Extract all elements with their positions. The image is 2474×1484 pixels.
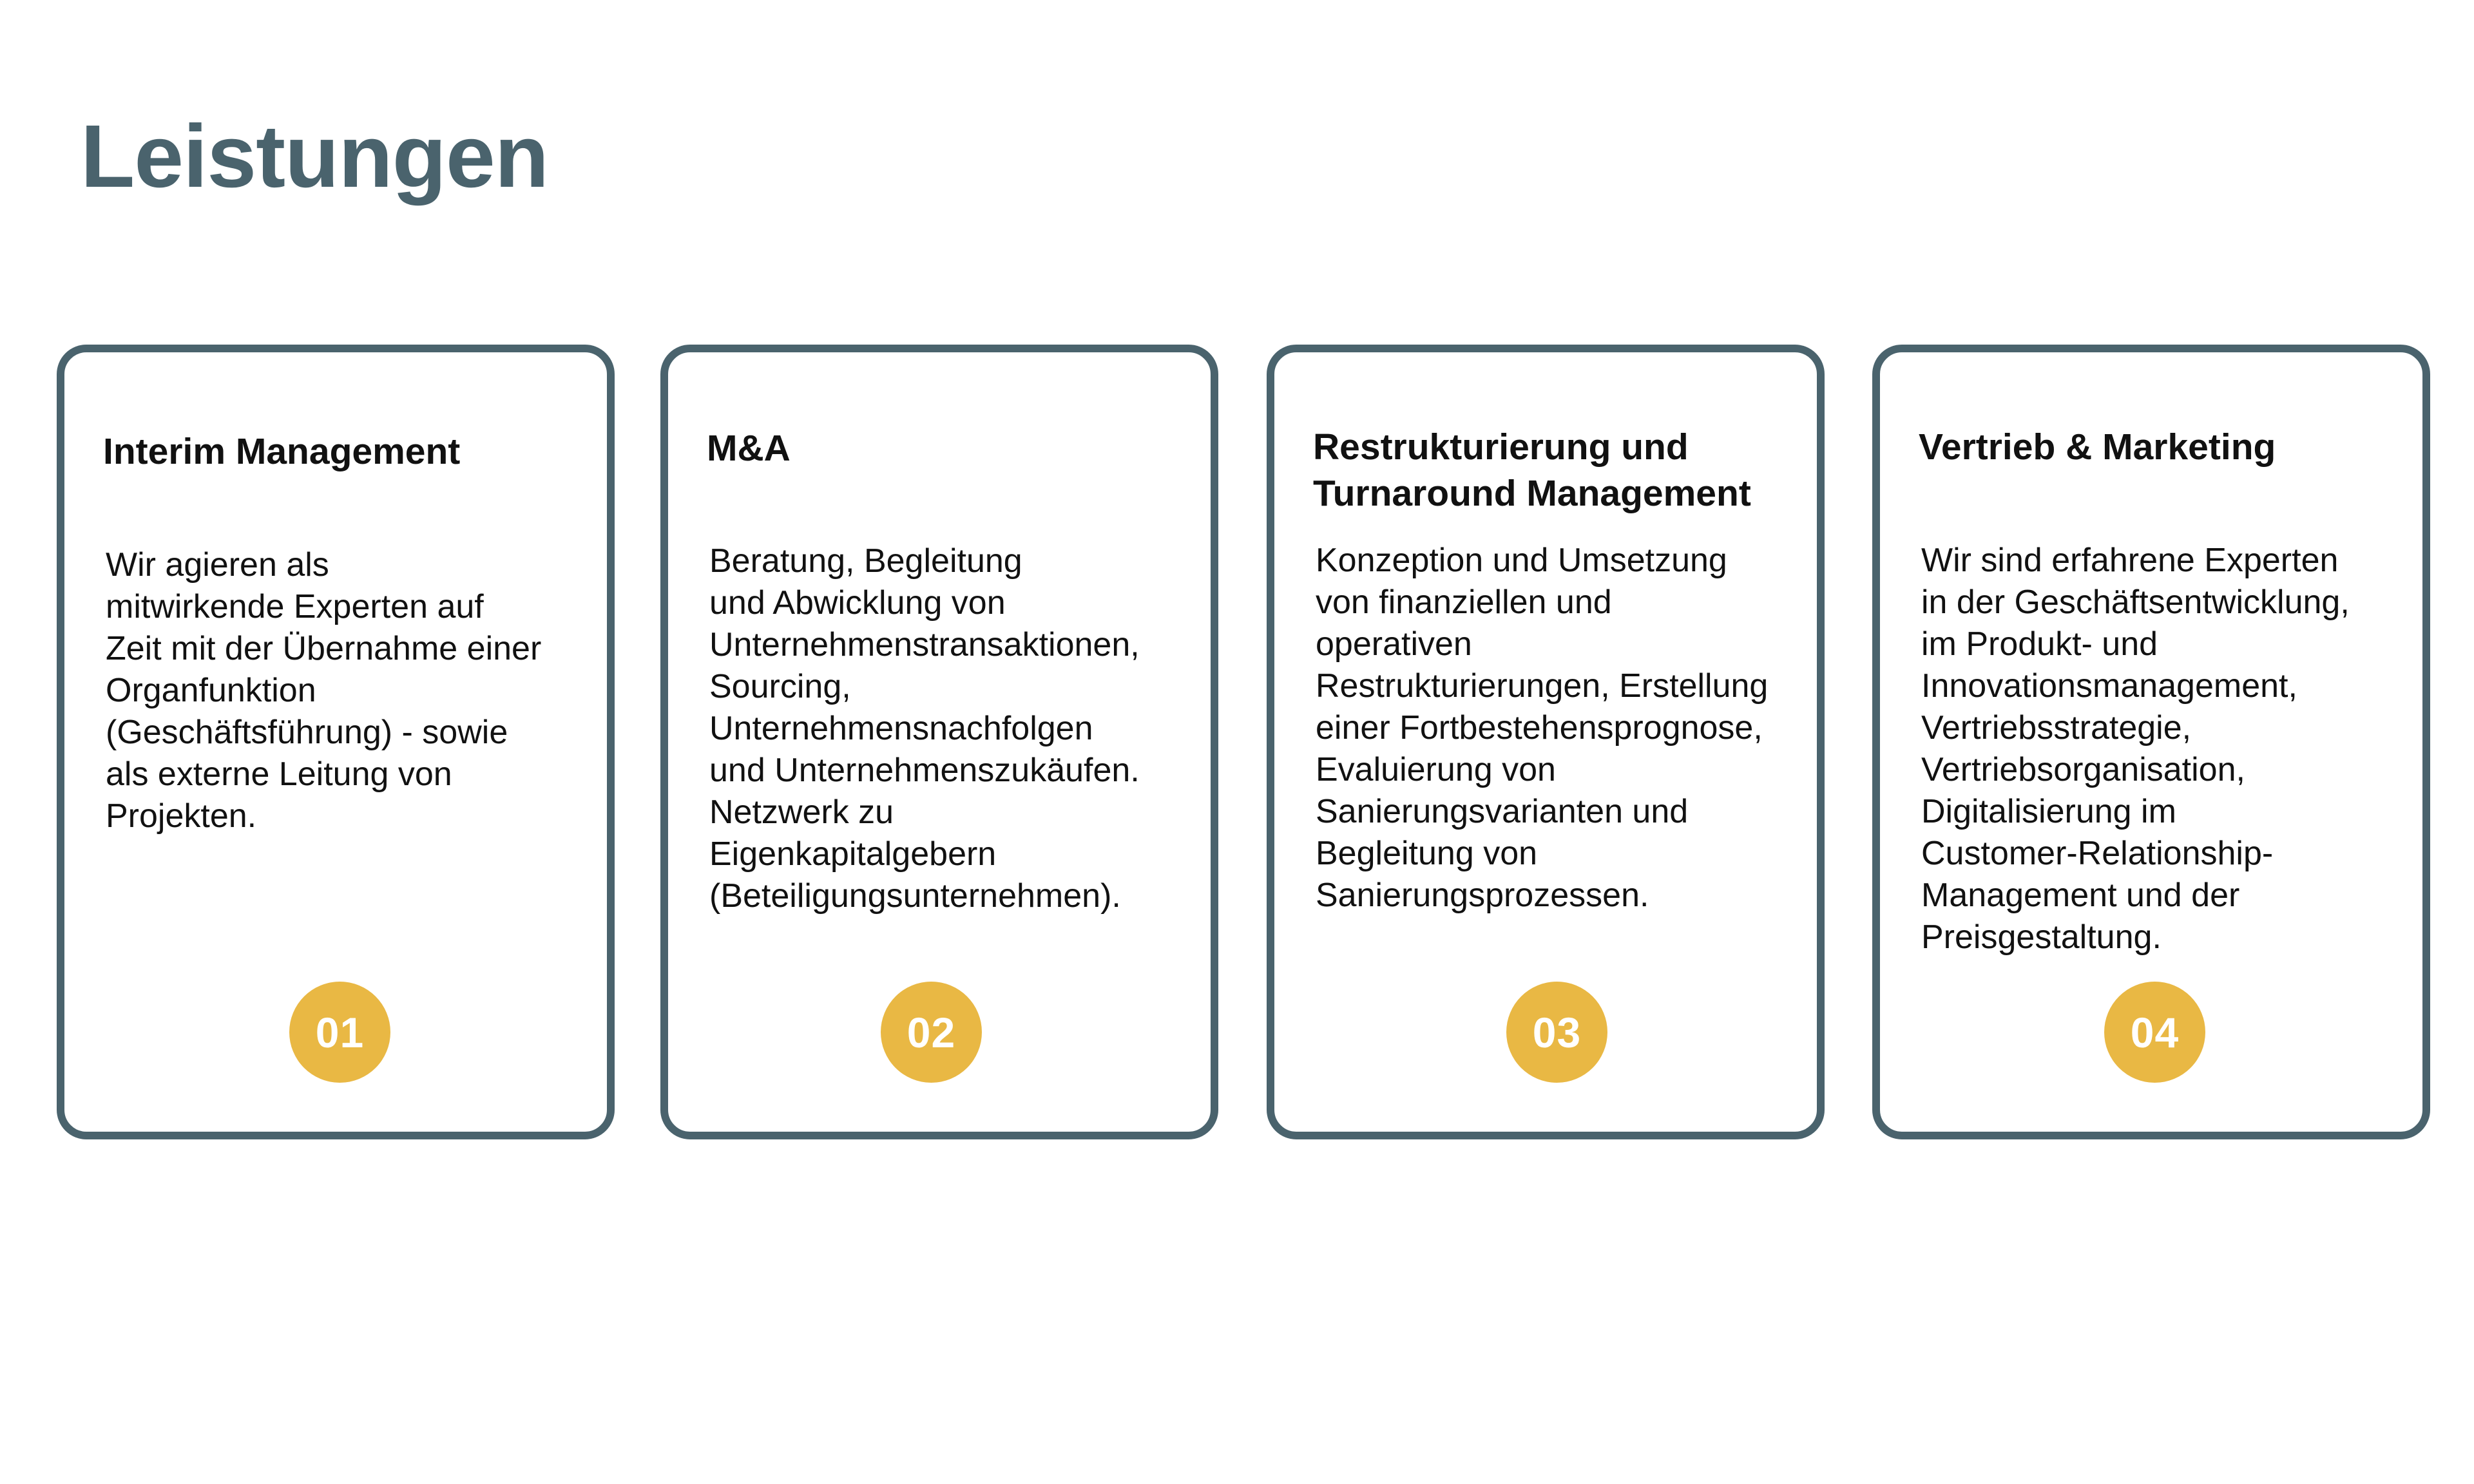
- card-title: M&A: [707, 428, 791, 469]
- card-title: Interim Management: [103, 431, 461, 472]
- card-description: Konzeption und Umsetzung von finanziellen und operativen Restrukturierungen, Erstellung einer Fortbestehensprognose, Evaluierung von Sanierungsvarianten und Begleitung von Sanierungsprozessen.: [1316, 542, 1769, 914]
- number-badge: 03: [1506, 982, 1607, 1083]
- card-description: Wir agieren als mitwirkende Experten auf Zeit mit der Übernahme einer Organfunktion (Geschäftsführung) - sowie als externe Leitung von Projekten.: [106, 546, 542, 835]
- number-badge: 02: [881, 982, 982, 1083]
- service-card-restrukturierung: [1267, 345, 1825, 1139]
- page-title: Leistungen: [81, 107, 549, 206]
- number-badge: 04: [2104, 982, 2205, 1083]
- card-description: Beratung, Begleitung und Abwicklung von Unternehmenstransaktionen, Sourcing, Unternehmensnachfolgen und Unternehmenszukäufen. Netzwerk zu Eigenkapitalgebern (Beteiligungsunternehmen).: [709, 542, 1140, 915]
- service-card-interim-management: [57, 345, 615, 1139]
- service-card-vertrieb-marketing: [1872, 345, 2430, 1139]
- number-badge: 01: [289, 982, 390, 1083]
- service-card-m-and-a: [660, 345, 1218, 1139]
- card-description: Wir sind erfahrene Experten in der Geschäftsentwicklung, im Produkt- und Innovationsmanagement, Vertriebsstrategie, Vertriebsorganisation, Digitalisierung im Customer-Relationship- Management und der Preisgestaltung.: [1921, 542, 2350, 956]
- card-title: Restrukturierung und Turnaround Management: [1313, 426, 1751, 514]
- card-title: Vertrieb & Marketing: [1919, 426, 2276, 468]
